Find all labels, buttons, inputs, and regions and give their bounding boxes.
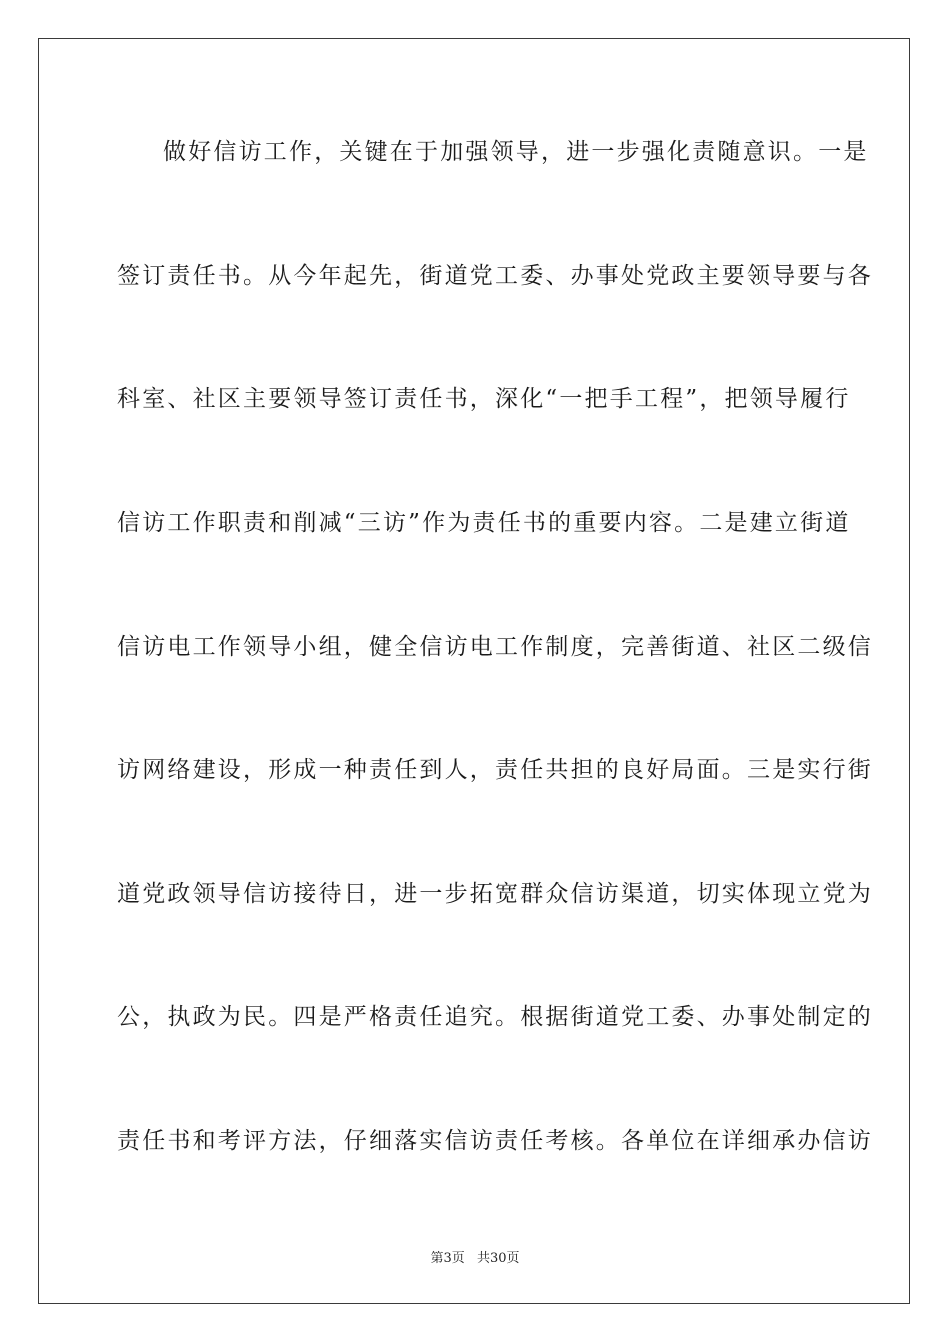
paragraph-line: 责任书和考评方法，仔细落实信访责任考核。各单位在详细承办信访 (117, 1128, 873, 1154)
page-total: 共30页 (476, 1251, 520, 1266)
paragraph-line: 科室、社区主要领导签订责任书，深化“一把手工程”，把领导履行 (117, 386, 851, 412)
paragraph-line: 访网络建设，形成一种责任到人，责任共担的良好局面。三是实行街 (117, 757, 873, 783)
paragraph-line: 信访工作职责和削减“三访”作为责任书的重要内容。二是建立街道 (117, 510, 851, 536)
paragraph-line: 信访电工作领导小组，健全信访电工作制度，完善街道、社区二级信 (117, 634, 873, 660)
page-border (38, 38, 910, 1304)
paragraph-line: 做好信访工作，关键在于加强领导，进一步强化责随意识。一是 (163, 139, 869, 165)
paragraph-line: 签订责任书。从今年起先，街道党工委、办事处党政主要领导要与各 (117, 263, 873, 289)
paragraph-line: 道党政领导信访接待日，进一步拓宽群众信访渠道，切实体现立党为 (117, 881, 873, 907)
page-footer (0, 1247, 950, 1266)
page-number: 第3页 (430, 1251, 465, 1266)
paragraph-line: 公，执政为民。四是严格责任追究。根据街道党工委、办事处制定的 (117, 1004, 873, 1030)
